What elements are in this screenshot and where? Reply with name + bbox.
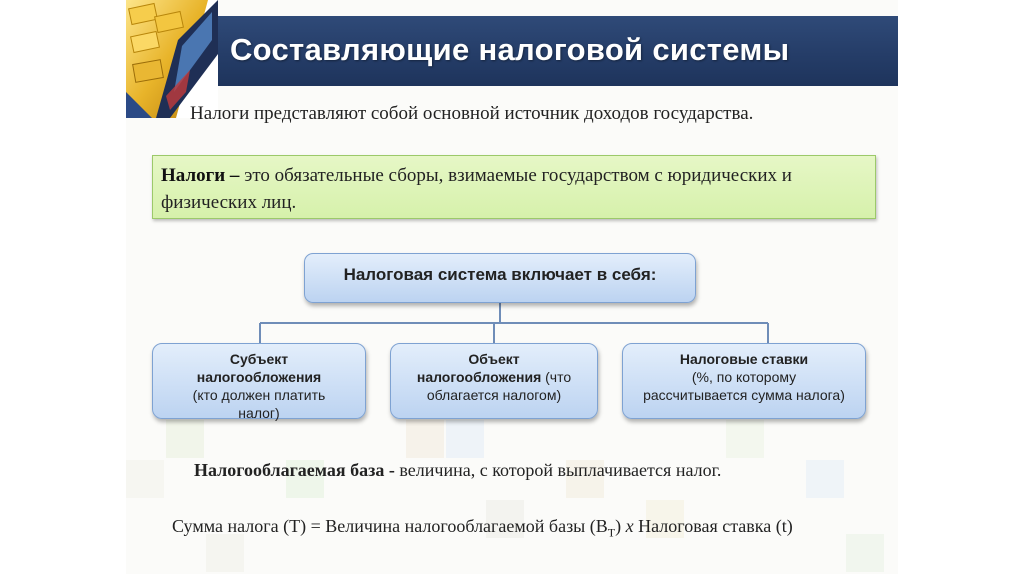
slide-title: Составляющие налоговой системы (230, 32, 790, 67)
formula-part3: Налоговая ставка (t) (638, 516, 793, 536)
tax-base-term: Налогооблагаемая база - (194, 460, 395, 480)
definition-body: это обязательные сборы, взимаемые государством с юридических и физических лиц. (161, 165, 792, 213)
definition-term: Налоги – (161, 165, 240, 186)
node-object-title2: налогообложения (416, 369, 542, 385)
tax-base-body: величина, с которой выплачивается налог. (394, 460, 722, 480)
formula-operator: x (621, 516, 639, 536)
node-subject-desc: (кто должен платить налог) (192, 387, 326, 421)
node-rates (622, 343, 866, 419)
formula-part1: Сумма налога (T) = Величина налогооблагаемой базы (B (172, 516, 608, 536)
formula-subscript: T (607, 525, 616, 540)
node-object (390, 343, 598, 419)
formula-part2: ) (615, 516, 622, 536)
node-rates-desc1: (%, по которому (691, 369, 797, 385)
tax-system-root-node (304, 253, 696, 303)
tax-base-text (194, 460, 721, 481)
root-node-label: Налоговая система включает в себя: (343, 265, 657, 284)
node-rates-title1: Налоговые ставки (679, 351, 809, 367)
node-object-desc-inline: (что (541, 369, 572, 385)
slide (126, 0, 898, 574)
intro-text: Налоги представляют собой основной источник доходов государства. (190, 103, 754, 124)
node-rates-desc: рассчитывается сумма налога) (643, 387, 845, 403)
tax-formula (172, 516, 793, 541)
node-subject-title2: налогообложения (196, 369, 322, 385)
node-subject-title1: Субъект (229, 351, 289, 367)
node-object-title1: Объект (468, 351, 520, 367)
node-object-desc: облагается налогом) (426, 387, 562, 403)
node-subject (152, 343, 366, 419)
